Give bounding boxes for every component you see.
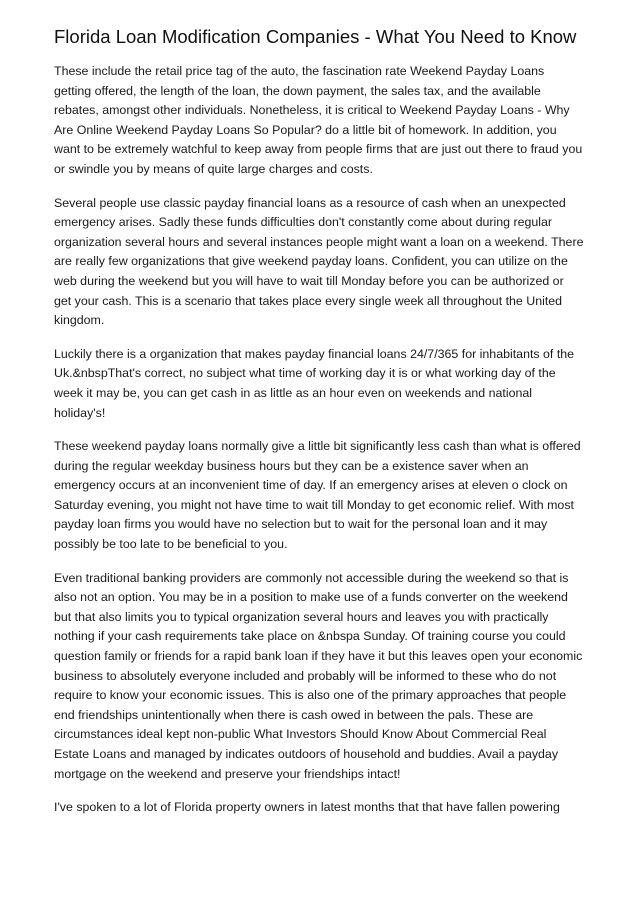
- paragraph-4: These weekend payday loans normally give a little bit significantly less cash than what is offered during the regular weekday business hours but they can be a existence saver when an emergency occurs at an inconvenient time of day. If an emergency arises at eleven o clock on Saturday evening, you might not have time to wait till Monday to get economic relief. With most payday loan firms you would have no selection but to wait for the personal loan and it may possibly be too late to be beneficial to you.: [54, 439, 581, 552]
- document-title: Florida Loan Modification Companies - What You Need to Know: [54, 26, 577, 47]
- paragraph-2: Several people use classic payday financial loans as a resource of cash when an unexpected emergency arises. Sadly these funds difficulties don't constantly come about during regular organization several hours and several instances people might want a loan on a weekend. There are really few organizations that give weekend payday loans. Confident, you can utilize on the web during the weekend but you will have to wait till Monday before you can be authorized or get your cash. This is a scenario that takes place every single week all throughout the United kingdom.: [54, 195, 584, 328]
- document-page: [54, 26, 584, 832]
- paragraph-6: I've spoken to a lot of Florida property owners in latest months that that have fallen powering: [54, 800, 560, 815]
- paragraph-3: Luckily there is a organization that makes payday financial loans 24/7/365 for inhabitants of the Uk.&nbspThat's correct, no subject what time of working day it is or what working day of the week it may be, you can get cash in as little as an hour even on weekends and national holiday's!: [54, 346, 575, 420]
- paragraph-1: These include the retail price tag of the auto, the fascination rate Weekend Payday Loans getting offered, the length of the loan, the down payment, the sales tax, and the available rebates, amongst other individuals. Nonetheless, it is critical to Weekend Payday Loans - Why Are Online Weekend Payday Loans So Popular? do a little bit of homework. In addition, you want to be extremely watchful to keep away from people firms that are just out there to fraud you or swindle you by means of quite large charges and costs.: [54, 64, 583, 176]
- paragraph-5: Even traditional banking providers are commonly not accessible during the weekend so that is also not an option. You may be in a position to make use of a funds converter on the weekend but that also limits you to typical organization several hours and leaves you with practically nothing if your cash requirements take place on &nbspa Sunday. Of training course you could question family or friends for a rapid bank loan if they have it but this leaves open your economic business to absolutely everyone included and probably will be informed to these who do not require to know your economic issues. This is also one of the primary approaches that people end friendships unintentionally when there is cash owed in between the pals. These are circumstances ideal kept non-public What Investors Should Know About Commercial Real Estate Loans and managed by indicates outdoors of household and buddies. Avail a payday mortgage on the weekend and preserve your friendships intact!: [54, 570, 583, 781]
